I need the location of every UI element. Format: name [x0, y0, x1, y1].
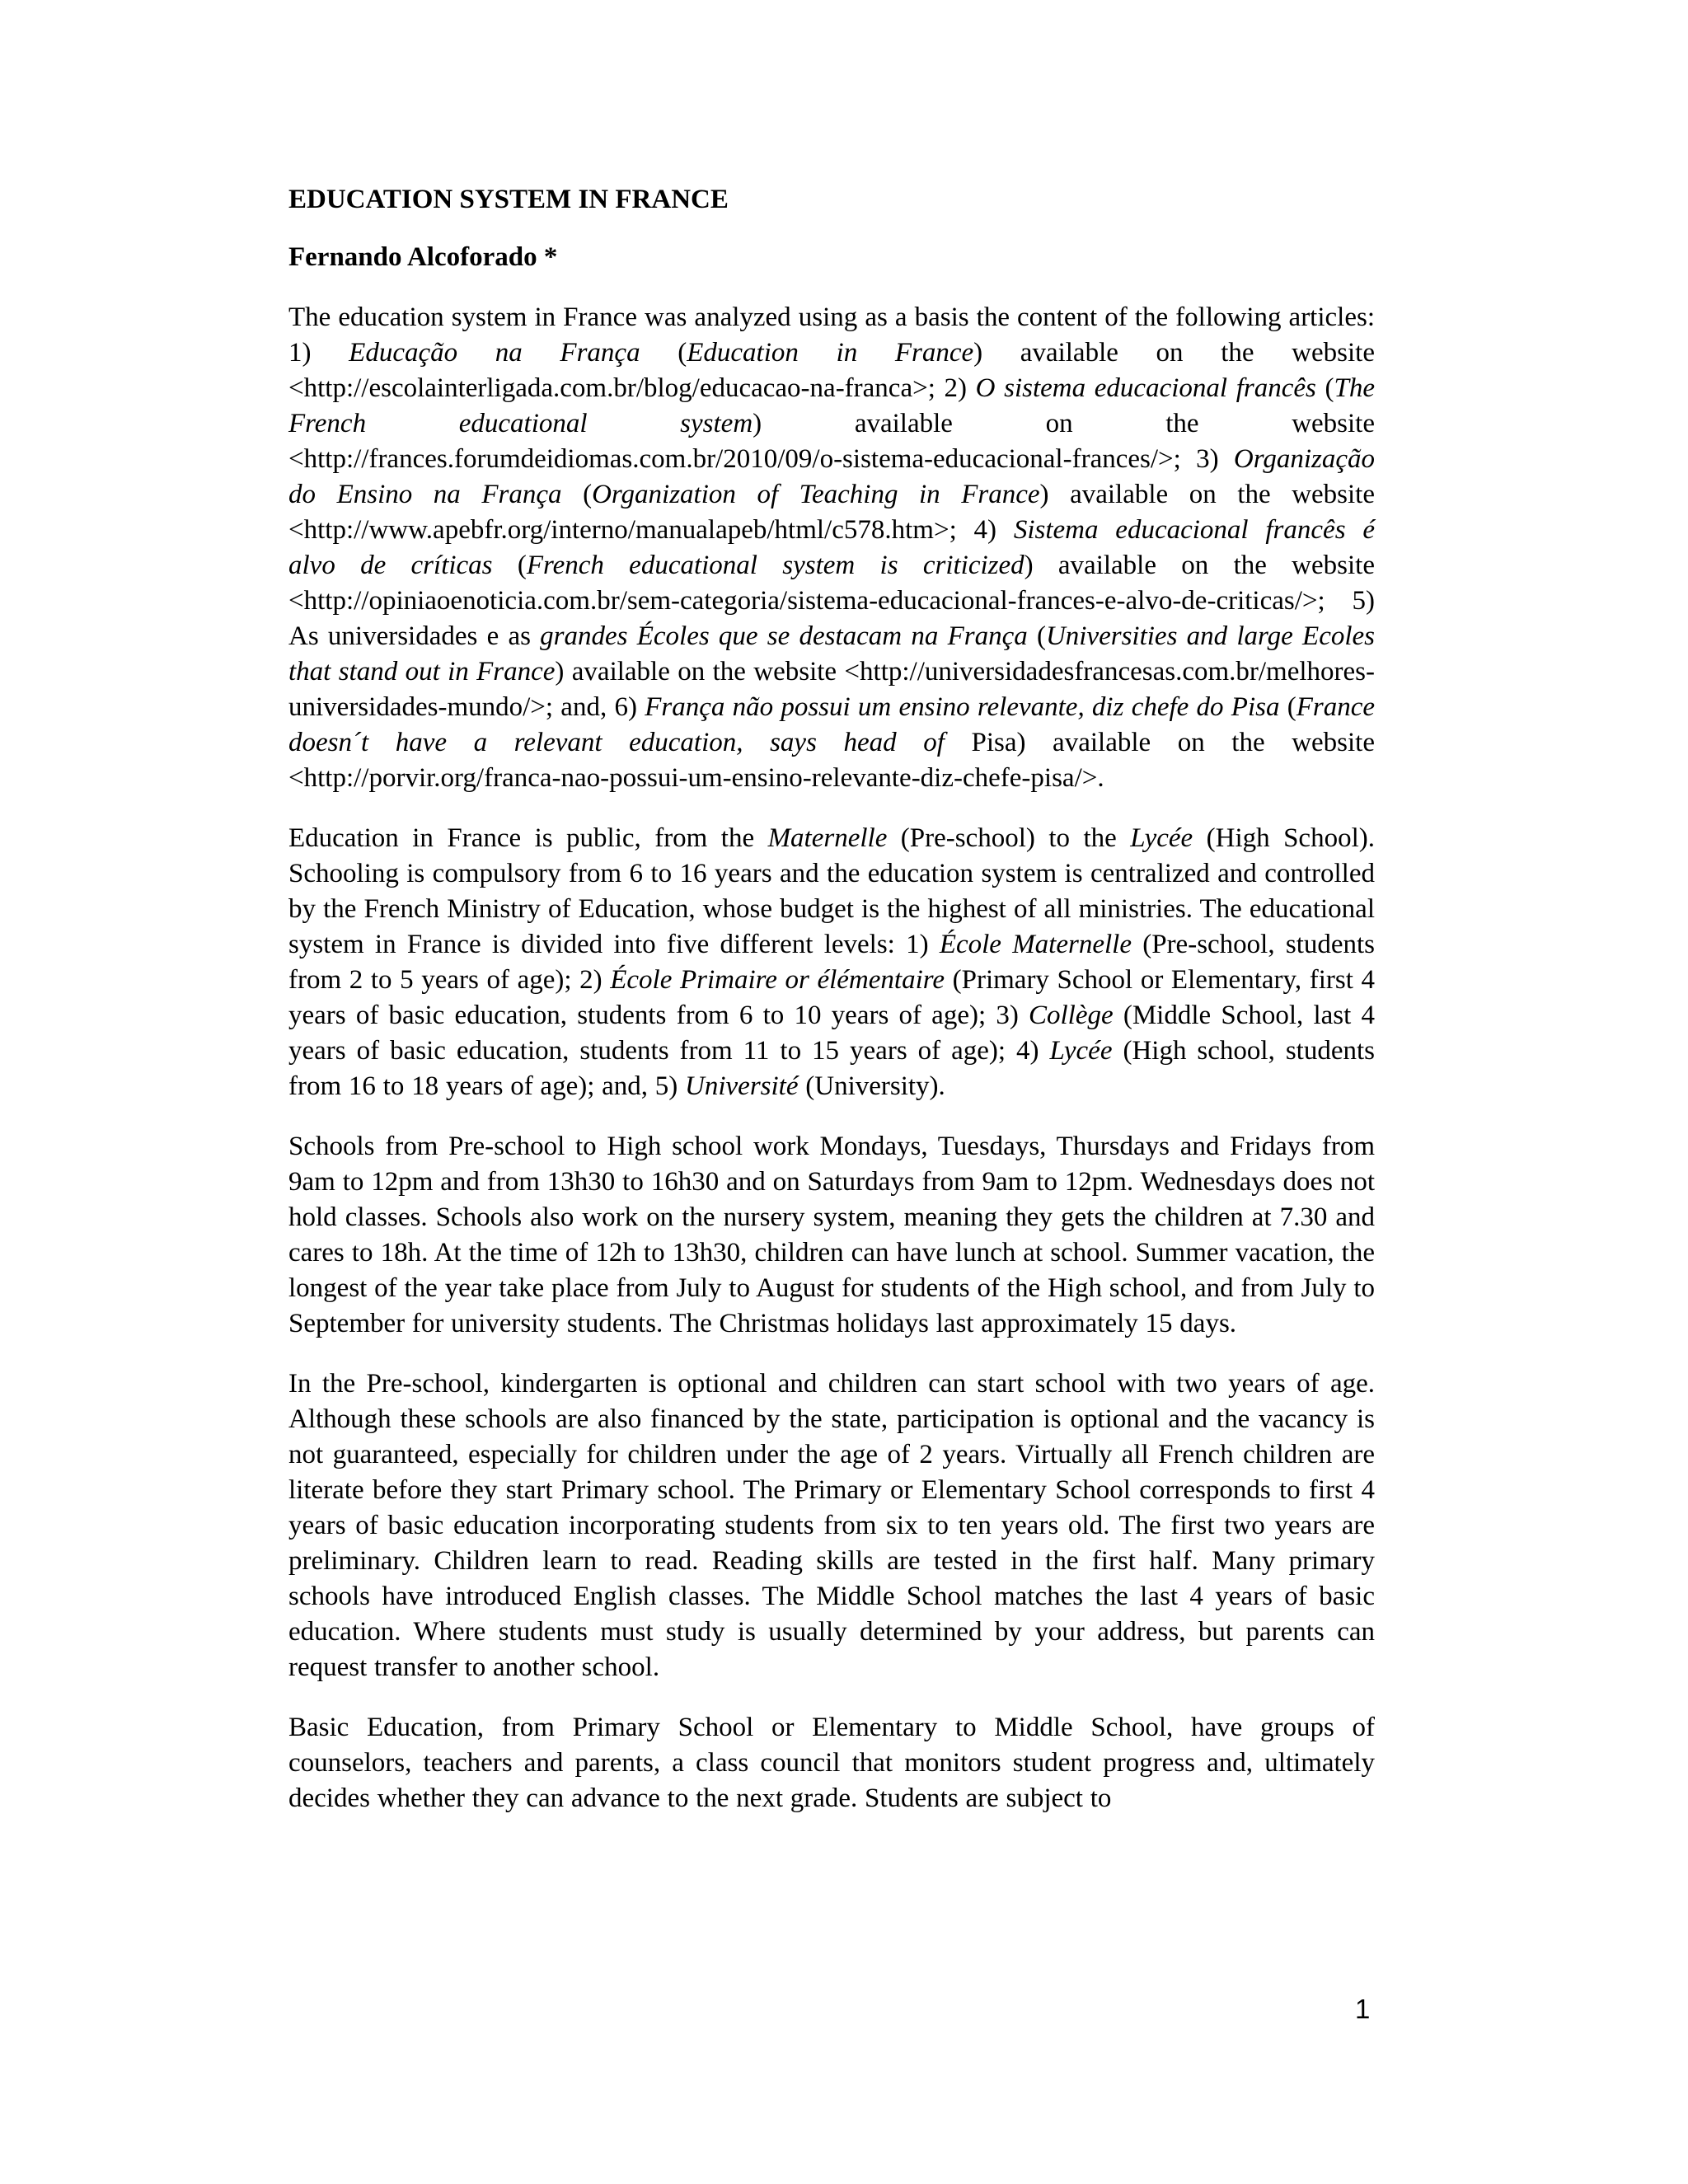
italic-run: Universities and large Ecoles that stand out in France — [288, 621, 1375, 687]
italic-run: The French educational system — [288, 373, 1375, 438]
document-page — [288, 181, 1375, 1841]
italic-run: Education in France — [687, 338, 974, 368]
italic-run: Université — [685, 1071, 799, 1101]
text-run: ( — [561, 480, 593, 509]
italic-run: French educational system is criticized — [526, 551, 1025, 580]
text-run: ) available on the website <http://escolainterligada.com.br/blog/educacao-na-franca>; 2) — [288, 338, 1375, 403]
paragraph-basic-education: Basic Education, from Primary School or Elementary to Middle School, have groups of counselors, teachers and parents, a class council that monitors student progress and, ultimately decides whether they can advance to the next grade. Students are subject to — [288, 1713, 1375, 1813]
italic-run: Organization of Teaching in France — [592, 480, 1040, 509]
text-run: Education in France is public, from the — [288, 823, 768, 853]
paragraph-levels — [288, 821, 1375, 1104]
paragraph-preschool: In the Pre-school, kindergarten is optional and children can start school with two years of age. Although these schools are also financed by the state, participation is optional and the vacancy is not guaranteed, especially for children under the age of 2 years. Virtually all French children are literate before they start Primary school. The Primary or Elementary School corresponds to first 4 years of basic education incorporating students from six to ten years old. The first two years are preliminary. Children learn to read. Reading skills are tested in the first half. Many primary schools have introduced English classes. The Middle School matches the last 4 years of basic education. Where students must study is usually determined by your address, but parents can request transfer to another school. — [288, 1369, 1375, 1682]
document-author: Fernando Alcoforado * — [288, 242, 558, 272]
italic-run: França não possui um ensino relevante, diz chefe do Pisa — [645, 692, 1280, 722]
text-run: The education system in France was analyzed using as a basis the content of the following articles: 1) — [288, 302, 1375, 368]
text-run: ( — [1315, 373, 1334, 403]
italic-run: Collège — [1029, 1001, 1114, 1030]
text-run: Pisa) available on the website <http://porvir.org/franca-nao-possui-um-ensino-relevante-diz-chefe-pisa/>. — [288, 728, 1375, 793]
italic-run: grandes Écoles que se destacam na França — [540, 621, 1028, 651]
text-run: (Middle School, last 4 years of basic education, students from 11 to 15 years of age); 4) — [288, 1001, 1375, 1066]
italic-run: École Primaire or élémentaire — [610, 965, 945, 995]
text-run: (University). — [798, 1071, 945, 1101]
text-run: (Pre-school) to the — [887, 823, 1131, 853]
text-run: (Primary School or Elementary, first 4 years of basic education, students from 6 to 10 years of age); 3) — [288, 965, 1375, 1030]
text-run: ( — [1279, 692, 1296, 722]
text-run: ) available on the website <http://universidadesfrancesas.com.br/melhores-universidades-mundo/>; and, 6) — [288, 657, 1375, 722]
italic-run: O sistema educacional francês — [975, 373, 1316, 403]
page-number: 1 — [1355, 1994, 1371, 2024]
text-run: (Pre-school, students from 2 to 5 years of age); 2) — [288, 930, 1376, 995]
italic-run: Organização do Ensino na França — [288, 444, 1375, 509]
paragraph-schedule: Schools from Pre-school to High school work Mondays, Tuesdays, Thursdays and Fridays from 9am to 12pm and from 13h30 to 16h30 and on Saturdays from 9am to 12pm. Wednesdays does not hold classes. Schools also work on the nursery system, meaning they gets the children at 7.30 and cares to 18h. At the time of 12h to 13h30, children can have lunch at school. Summer vacation, the longest of the year take place from July to August for students of the High school, and from July to September for university students. The Christmas holidays last approximately 15 days. — [288, 1132, 1375, 1338]
text-run: ) available on the website <http://opiniaoenoticia.com.br/sem-categoria/sistema-educacional-frances-e-alvo-de-criticas/>; 5) As universidades e as — [288, 551, 1375, 651]
text-run: ( — [1027, 621, 1046, 651]
document-title: EDUCATION SYSTEM IN FRANCE — [288, 185, 729, 214]
text-run: (High School). Schooling is compulsory from 6 to 16 years and the education system is centralized and controlled by the French Ministry of Education, whose budget is the highest of all ministries. The educational system in France is divided into five different levels: 1) — [288, 823, 1375, 959]
italic-run: Sistema educacional francês é alvo de críticas — [288, 515, 1375, 580]
text-run: ( — [640, 338, 687, 368]
text-run: ) available on the website <http://frances.forumdeidiomas.com.br/2010/09/o-sistema-educacional-frances/>; 3) — [288, 409, 1375, 474]
paragraph-sources — [288, 300, 1375, 796]
text-run: (High school, students from 16 to 18 years of age); and, 5) — [288, 1036, 1375, 1101]
italic-run: École Maternelle — [939, 930, 1132, 959]
italic-run: Educação na França — [349, 338, 640, 368]
text-run: ( — [492, 551, 527, 580]
italic-run: Maternelle — [767, 823, 888, 853]
italic-run: Lycée — [1130, 823, 1193, 853]
italic-run: Lycée — [1049, 1036, 1113, 1066]
italic-run: France doesn´t have a relevant education, says head of — [288, 692, 1375, 757]
text-run: ) available on the website <http://www.apebfr.org/interno/manualapeb/html/c578.htm>; 4) — [288, 480, 1375, 545]
